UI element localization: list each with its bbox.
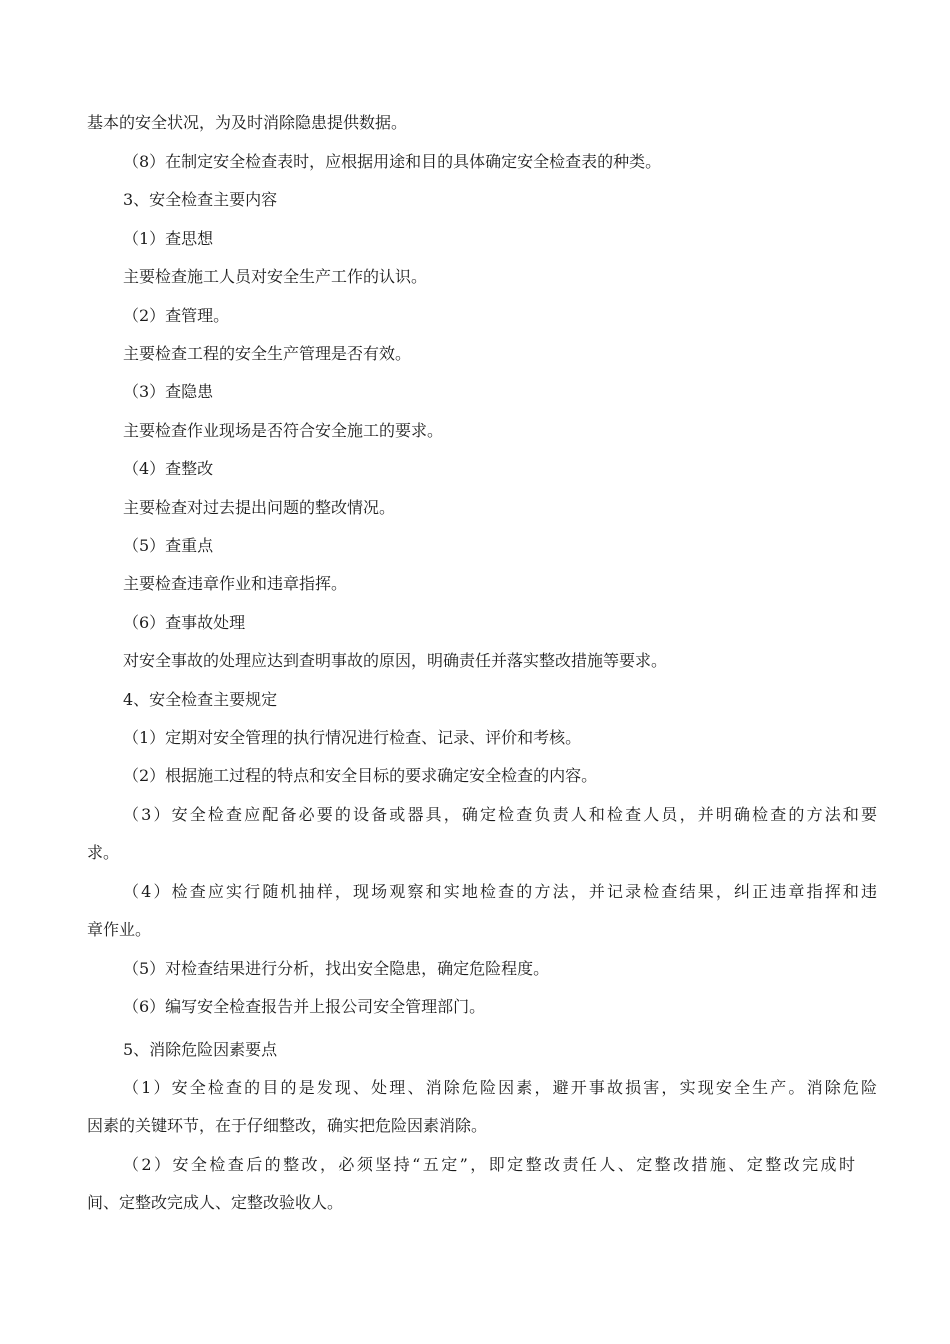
list-item: （2）安全检查后的整改，必须坚持“五定”，即定整改责任人、定整改措施、定整改完成时 (123, 1155, 855, 1174)
section-heading: 3、安全检查主要内容 (123, 190, 278, 209)
section-heading: 5、消除危险因素要点 (123, 1040, 278, 1059)
paragraph-line: 主要检查作业现场是否符合安全施工的要求。 (123, 421, 444, 440)
list-item-continuation: 间、定整改完成人、定整改验收人。 (87, 1193, 344, 1212)
list-item: （5）对检查结果进行分析，找出安全隐患，确定危险程度。 (123, 959, 550, 978)
subsection-heading: （6）查事故处理 (123, 613, 246, 632)
list-item-continuation: 求。 (87, 843, 120, 862)
list-item: （2）根据施工过程的特点和安全目标的要求确定安全检查的内容。 (123, 766, 598, 785)
paragraph-line: （8）在制定安全检查表时，应根据用途和目的具体确定安全检查表的种类。 (123, 152, 662, 171)
list-item-continuation: 因素的关键环节，在于仔细整改，确实把危险因素消除。 (87, 1116, 488, 1135)
section-heading: 4、安全检查主要规定 (123, 690, 278, 709)
list-item: （1）安全检查的目的是发现、处理、消除危险因素，避开事故损害，实现安全生产。消除危险 (123, 1078, 877, 1097)
paragraph-line: 基本的安全状况，为及时消除隐患提供数据。 (87, 113, 408, 132)
paragraph-line: 主要检查违章作业和违章指挥。 (123, 574, 348, 593)
paragraph-line: 主要检查工程的安全生产管理是否有效。 (123, 344, 412, 363)
subsection-heading: （1）查思想 (123, 229, 214, 248)
paragraph-line: 主要检查对过去提出问题的整改情况。 (123, 498, 396, 517)
subsection-heading: （4）查整改 (123, 459, 214, 478)
subsection-heading: （5）查重点 (123, 536, 214, 555)
list-item: （3）安全检查应配备必要的设备或器具，确定检查负责人和检查人员，并明确检查的方法和要 (123, 805, 877, 824)
subsection-heading: （2）查管理。 (123, 306, 230, 325)
paragraph-line: 主要检查施工人员对安全生产工作的认识。 (123, 267, 428, 286)
subsection-heading: （3）查隐患 (123, 382, 214, 401)
list-item: （6）编写安全检查报告并上报公司安全管理部门。 (123, 997, 486, 1016)
list-item-continuation: 章作业。 (87, 920, 152, 939)
list-item: （4）检查应实行随机抽样，现场观察和实地检查的方法，并记录检查结果，纠正违章指挥和违 (123, 882, 877, 901)
paragraph-line: 对安全事故的处理应达到查明事故的原因，明确责任并落实整改措施等要求。 (123, 651, 668, 670)
list-item: （1）定期对安全管理的执行情况进行检查、记录、评价和考核。 (123, 728, 582, 747)
